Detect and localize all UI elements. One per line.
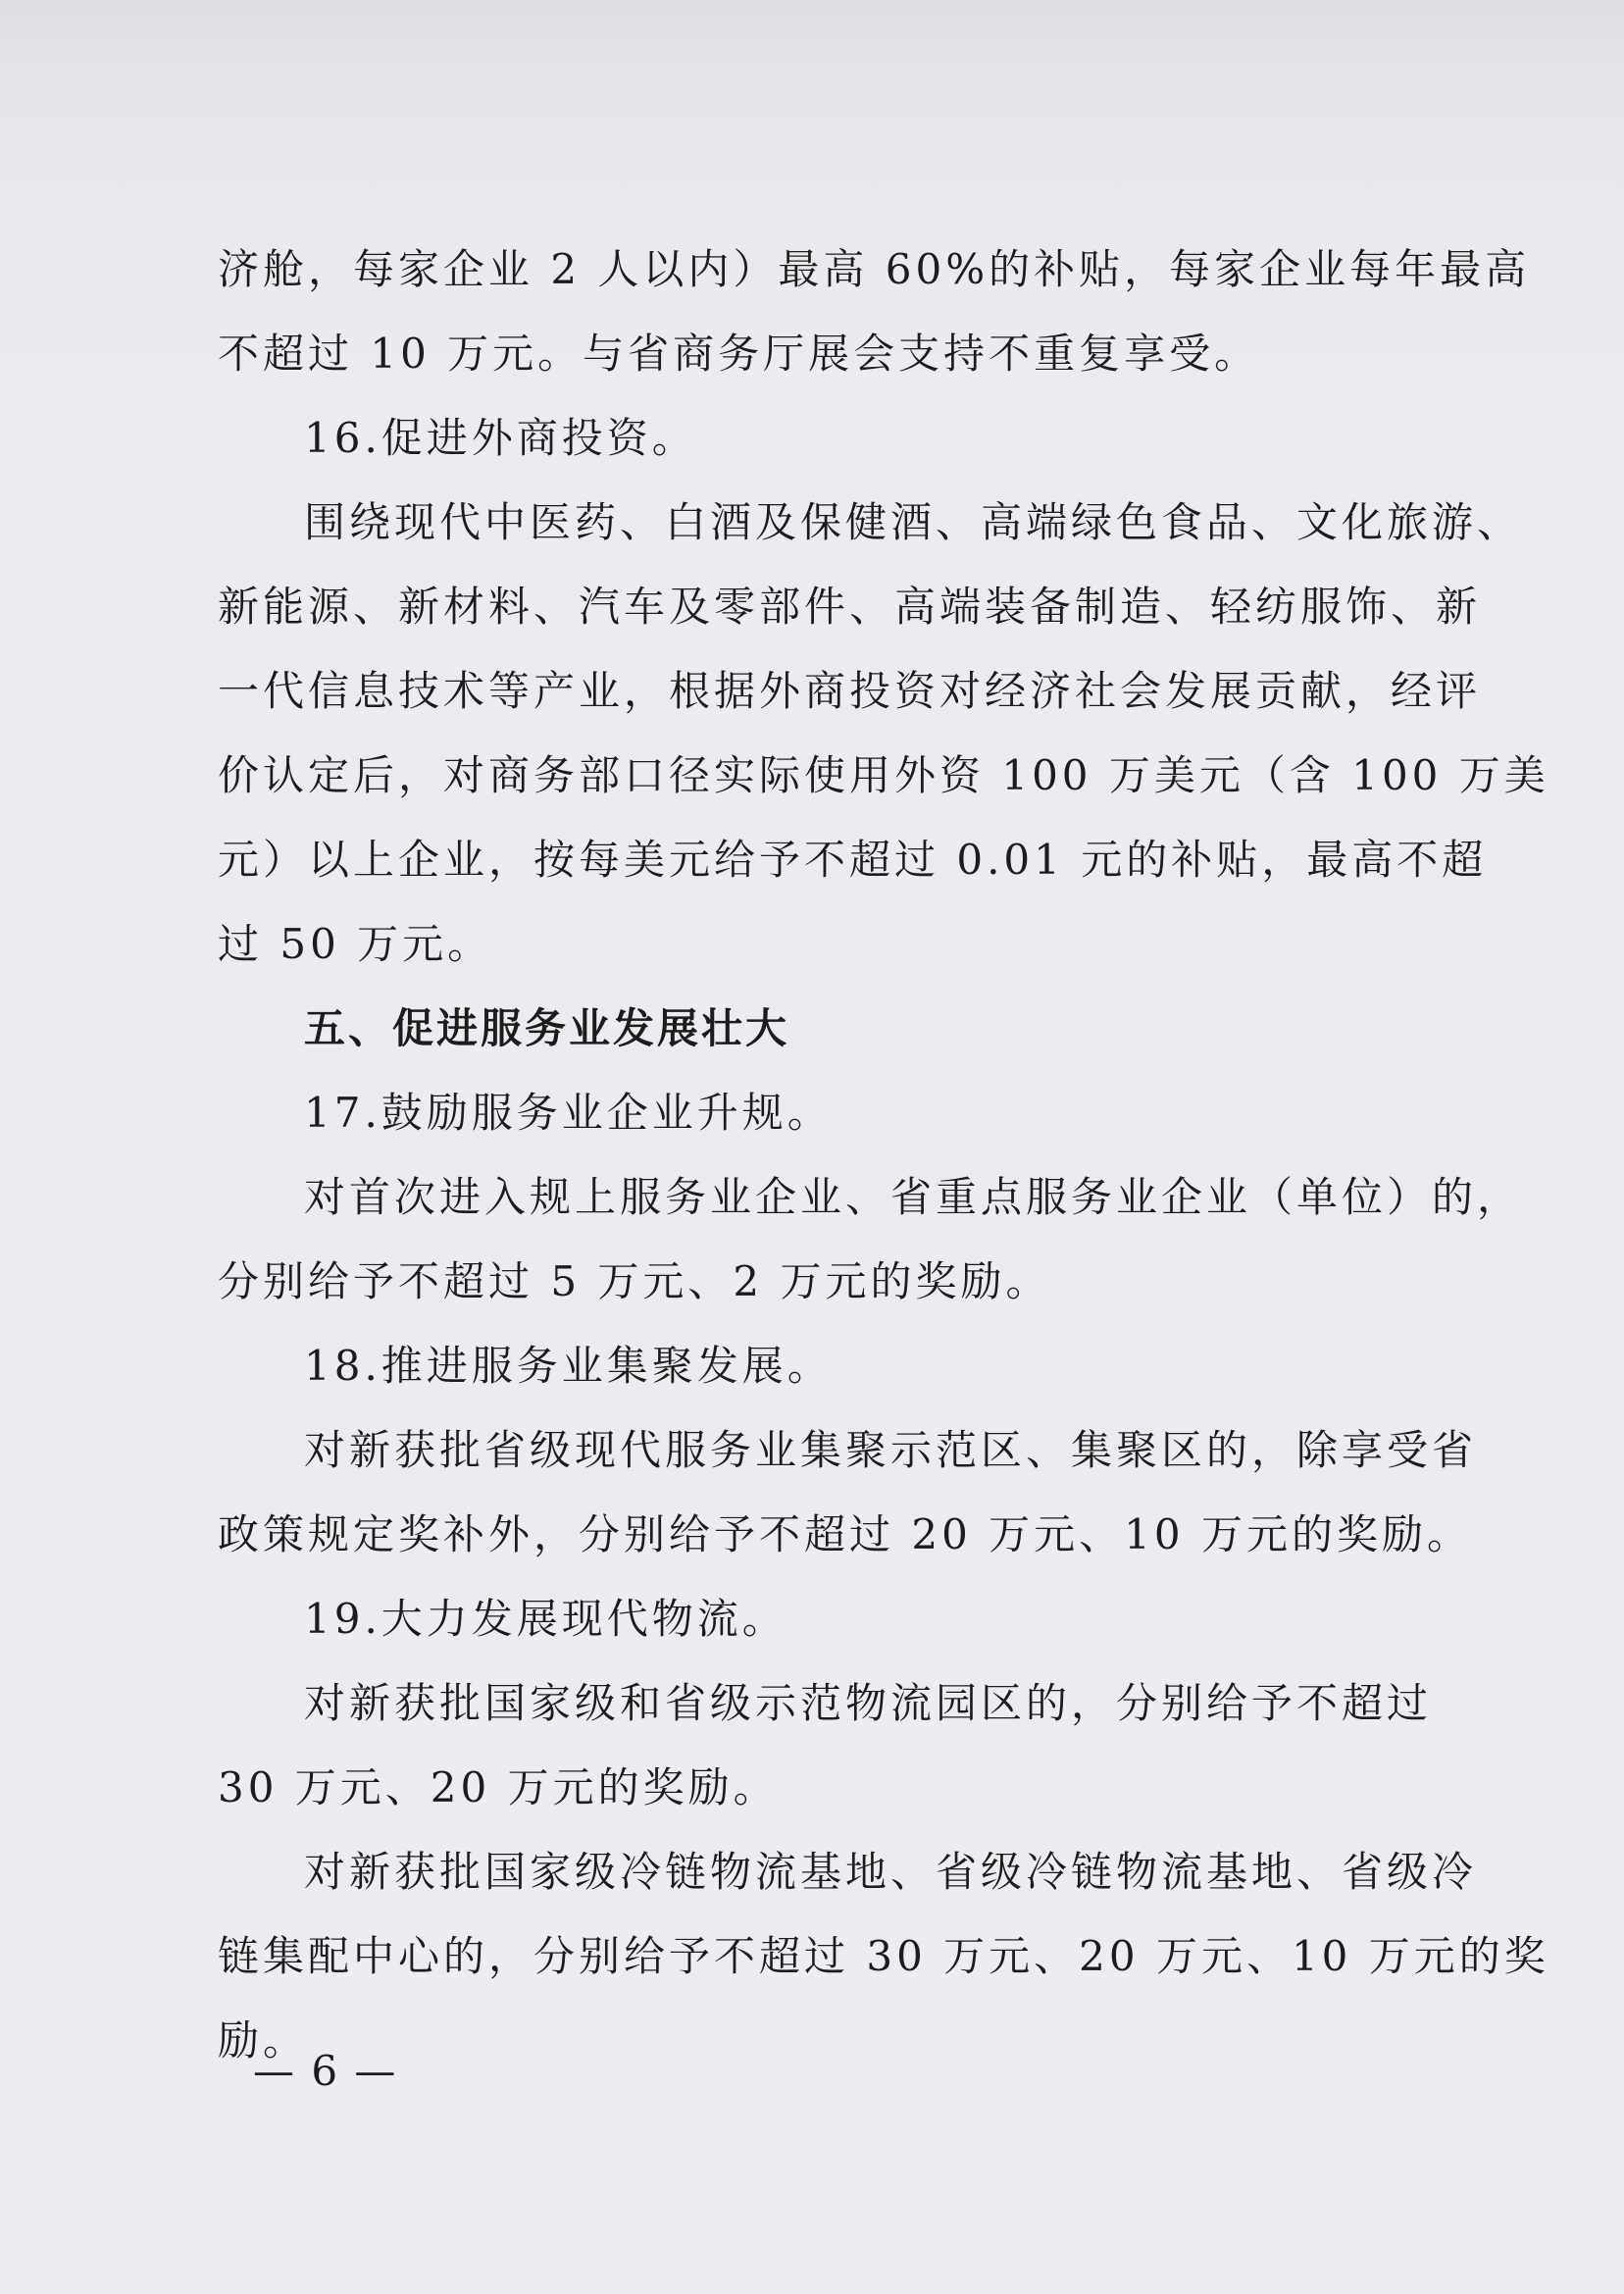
section-item-title: 17.鼓励服务业企业升规。 — [304, 1089, 833, 1137]
section-item-title: 18.推进服务业集聚发展。 — [304, 1342, 833, 1390]
paragraph-line: 对新获批国家级冷链物流基地、省级冷链物流基地、省级冷 — [304, 1848, 1478, 1896]
paragraph-line: 对新获批省级现代服务业集聚示范区、集聚区的，除享受省 — [304, 1426, 1478, 1474]
paragraph-line: 围绕现代中医药、白酒及保健酒、高端绿色食品、文化旅游、 — [304, 498, 1523, 546]
paragraph-line: 政策规定奖补外，分别给予不超过 20 万元、10 万元的奖励。 — [218, 1510, 1472, 1558]
paragraph-line: 对首次进入规上服务业企业、省重点服务业企业（单位）的， — [304, 1173, 1523, 1221]
paragraph-line: 分别给予不超过 5 万元、2 万元的奖励。 — [218, 1257, 1051, 1305]
paragraph-line: 价认定后，对商务部口径实际使用外资 100 万美元（含 100 万美 — [218, 751, 1549, 799]
paragraph-line: 新能源、新材料、汽车及零部件、高端装备制造、轻纺服饰、新 — [218, 583, 1482, 631]
paragraph-line: 对新获批国家级和省级示范物流园区的，分别给予不超过 — [304, 1679, 1433, 1727]
page-number: — 6 — — [253, 2047, 398, 2095]
section-heading: 五、促进服务业发展壮大 — [304, 1004, 790, 1052]
paragraph-line: 一代信息技术等产业，根据外商投资对经济社会发展贡献，经评 — [218, 667, 1482, 715]
paragraph-line: 济舱，每家企业 2 人以内）最高 60%的补贴，每家企业每年最高 — [218, 245, 1531, 293]
paragraph-line: 过 50 万元。 — [218, 920, 493, 968]
paragraph-line: 不超过 10 万元。与省商务厅展会支持不重复享受。 — [218, 330, 1260, 378]
section-item-title: 16.促进外商投资。 — [304, 414, 697, 462]
section-item-title: 19.大力发展现代物流。 — [304, 1595, 787, 1643]
paragraph-line: 30 万元、20 万元的奖励。 — [218, 1763, 779, 1811]
paragraph-line: 元）以上企业，按每美元给予不超过 0.01 元的补贴，最高不超 — [218, 836, 1488, 884]
paragraph-line: 励。 — [218, 2016, 309, 2065]
paragraph-line: 链集配中心的，分别给予不超过 30 万元、20 万元、10 万元的奖 — [218, 1932, 1549, 1980]
document-body — [218, 228, 1549, 2083]
